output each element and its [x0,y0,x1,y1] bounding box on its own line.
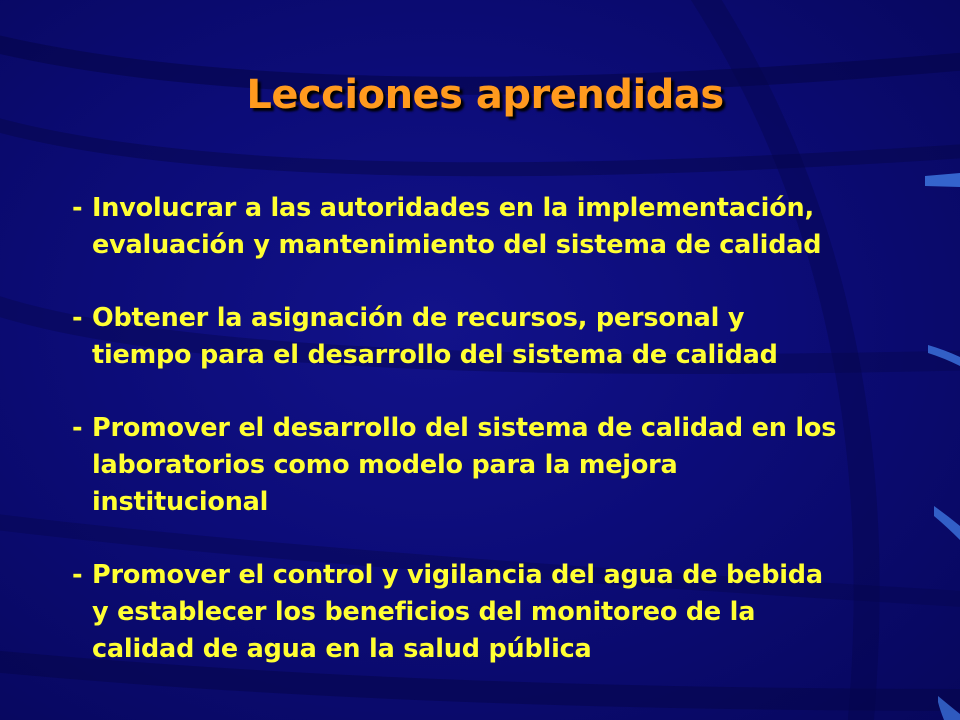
bullet-line: calidad de agua en la salud pública [92,634,592,664]
edge-accent-stroke [925,173,960,187]
bullet-line: y establecer los beneficios del monitoreo de la [92,597,756,627]
bullet-item [70,300,950,374]
bullet-item [70,557,950,668]
bullet-dash: - [72,303,83,333]
bullet-line: tiempo para el desarrollo del sistema de calidad [92,340,778,370]
swoosh-curve [0,120,960,169]
bullet-line: Promover el control y vigilancia del agua de bebida [92,560,823,590]
bullet-dash: - [72,193,83,223]
bullet-list [70,190,950,704]
bullet-line: Obtener la asignación de recursos, personal y [92,303,745,333]
bullet-dash: - [72,560,83,590]
bullet-item [70,190,950,264]
slide-title: Lecciones aprendidas [246,72,724,118]
bullet-line: Involucrar a las autoridades en la implementación, [92,193,814,223]
bullet-line: Promover el desarrollo del sistema de calidad en los [92,413,837,443]
bullet-dash: - [72,413,83,443]
bullet-line: institucional [92,487,269,517]
bullet-line: laboratorios como modelo para la mejora [92,450,678,480]
bullet-line: evaluación y mantenimiento del sistema de calidad [92,230,822,260]
bullet-item [70,410,950,521]
